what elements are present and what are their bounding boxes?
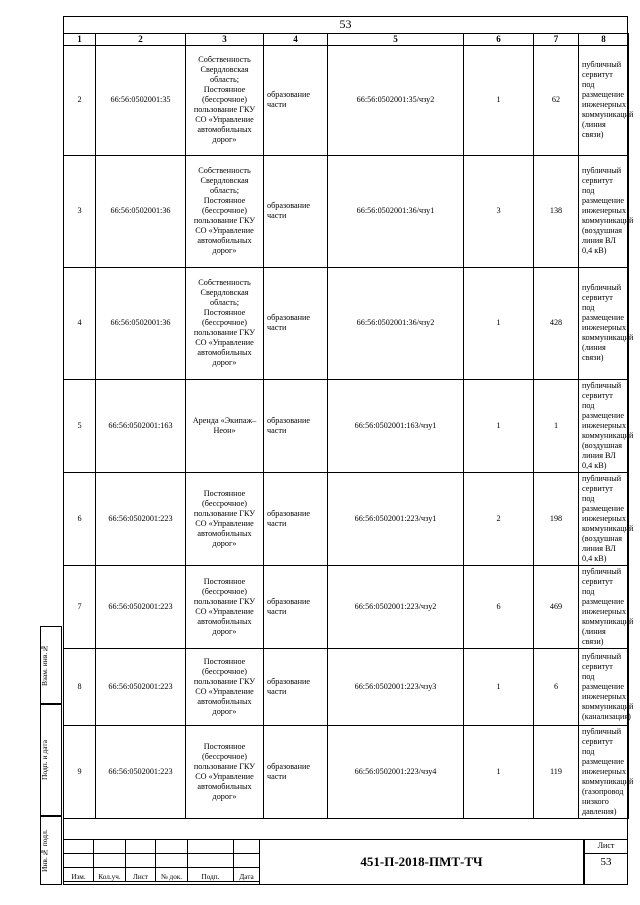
rights-holder: Постоянное (бессрочное) пользование ГКУ СО «Управление автомобильных дорог» xyxy=(186,565,264,648)
cadastral-number: 66:56:0502001:223 xyxy=(96,648,186,725)
purpose: публичный сервитут под размещение инженерных коммуникаций (линия связи) xyxy=(579,45,629,155)
action: образование части xyxy=(264,725,328,818)
cadastral-number: 66:56:0502001:163 xyxy=(96,379,186,472)
action: образование части xyxy=(264,472,328,565)
count: 1 xyxy=(464,648,534,725)
tb-col-label: Изм. xyxy=(64,868,94,882)
cadastral-number: 66:56:0502001:36 xyxy=(96,267,186,379)
area: 428 xyxy=(534,267,579,379)
count: 3 xyxy=(464,155,534,267)
header-cell: 4 xyxy=(264,34,328,46)
rights-holder: Постоянное (бессрочное) пользование ГКУ СО «Управление автомобильных дорог» xyxy=(186,725,264,818)
rights-holder: Аренда «Экипаж–Неон» xyxy=(186,379,264,472)
table-row xyxy=(64,45,629,155)
sheet-label: Лист xyxy=(585,841,627,854)
side-stamp-vzam-label: Взам. инв.№ xyxy=(40,643,49,687)
table-header-row xyxy=(64,34,629,46)
row-number: 2 xyxy=(64,45,96,155)
row-number: 9 xyxy=(64,725,96,818)
rights-holder: Постоянное (бессрочное) пользование ГКУ СО «Управление автомобильных дорог» xyxy=(186,648,264,725)
table-row xyxy=(64,267,629,379)
count: 2 xyxy=(464,472,534,565)
header-cell: 6 xyxy=(464,34,534,46)
tb-col-label: № док. xyxy=(156,868,188,882)
row-number: 6 xyxy=(64,472,96,565)
action: образование части xyxy=(264,155,328,267)
table-row xyxy=(64,725,629,818)
count: 1 xyxy=(464,267,534,379)
tb-col-label: Кол.уч. xyxy=(94,868,126,882)
header-cell: 2 xyxy=(96,34,186,46)
table-row xyxy=(64,155,629,267)
part-number: 66:56:0502001:223/чзу2 xyxy=(328,565,464,648)
purpose: публичный сервитут под размещение инженерных коммуникаций (газопровод низкого давления) xyxy=(579,725,629,818)
action: образование части xyxy=(264,379,328,472)
tb-col-label: Подп. xyxy=(188,868,234,882)
area: 469 xyxy=(534,565,579,648)
cadastral-number: 66:56:0502001:35 xyxy=(96,45,186,155)
part-number: 66:56:0502001:36/чзу1 xyxy=(328,155,464,267)
side-stamp-podp-label: Подп. и дата xyxy=(40,739,49,781)
header-cell: 7 xyxy=(534,34,579,46)
count: 1 xyxy=(464,45,534,155)
purpose: публичный сервитут под размещение инженерных коммуникаций (воздушная линия ВЛ 0,4 кВ) xyxy=(579,155,629,267)
area: 62 xyxy=(534,45,579,155)
action: образование части xyxy=(264,565,328,648)
table-row xyxy=(64,379,629,472)
part-number: 66:56:0502001:223/чзу3 xyxy=(328,648,464,725)
rights-holder: Собственность Свердловская область; Постоянное (бессрочное) пользование ГКУ СО «Управление автомобильных дорог» xyxy=(186,45,264,155)
area: 119 xyxy=(534,725,579,818)
cadastral-number: 66:56:0502001:223 xyxy=(96,725,186,818)
header-cell: 1 xyxy=(64,34,96,46)
purpose: публичный сервитут под размещение инженерных коммуникаций (линия связи) xyxy=(579,267,629,379)
area: 138 xyxy=(534,155,579,267)
page-number-top: 53 xyxy=(339,17,352,31)
rights-holder: Собственность Свердловская область; Постоянное (бессрочное) пользование ГКУ СО «Управление автомобильных дорог» xyxy=(186,155,264,267)
title-block-header-row xyxy=(64,868,260,882)
sheet-box xyxy=(584,839,628,885)
title-block-grid xyxy=(63,839,260,882)
purpose: публичный сервитут под размещение инженерных коммуникаций (воздушная линия ВЛ 0,4 кВ) xyxy=(579,379,629,472)
purpose: публичный сервитут под размещение инженерных коммуникаций (линия связи) xyxy=(579,565,629,648)
purpose: публичный сервитут под размещение инженерных коммуникаций (канализация) xyxy=(579,648,629,725)
title-block xyxy=(63,839,628,885)
row-number: 7 xyxy=(64,565,96,648)
tb-col-label: Лист xyxy=(126,868,156,882)
cadastral-number: 66:56:0502001:223 xyxy=(96,472,186,565)
header-cell: 8 xyxy=(579,34,629,46)
parcel-table xyxy=(63,33,634,819)
part-number: 66:56:0502001:35/чзу2 xyxy=(328,45,464,155)
tb-col-label: Дата xyxy=(234,868,260,882)
row-number: 8 xyxy=(64,648,96,725)
part-number: 66:56:0502001:223/чзу1 xyxy=(328,472,464,565)
part-number: 66:56:0502001:163/чзу1 xyxy=(328,379,464,472)
count: 6 xyxy=(464,565,534,648)
document-code: 451-П-2018-ПМТ-ТЧ xyxy=(259,839,584,885)
cadastral-number: 66:56:0502001:36 xyxy=(96,155,186,267)
count: 1 xyxy=(464,379,534,472)
table-row xyxy=(64,472,629,565)
table-row xyxy=(64,565,629,648)
row-number: 4 xyxy=(64,267,96,379)
header-cell: 5 xyxy=(328,34,464,46)
action: образование части xyxy=(264,648,328,725)
table-row xyxy=(64,648,629,725)
action: образование части xyxy=(264,267,328,379)
action: образование части xyxy=(264,45,328,155)
row-number: 3 xyxy=(64,155,96,267)
area: 198 xyxy=(534,472,579,565)
header-cell: 3 xyxy=(186,34,264,46)
part-number: 66:56:0502001:36/чзу2 xyxy=(328,267,464,379)
side-stamp-inv-label: Инв.№ подл. xyxy=(40,829,49,872)
count: 1 xyxy=(464,725,534,818)
area: 6 xyxy=(534,648,579,725)
rights-holder: Постоянное (бессрочное) пользование ГКУ СО «Управление автомобильных дорог» xyxy=(186,472,264,565)
purpose: публичный сервитут под размещение инженерных коммуникаций (воздушная линия ВЛ 0,4 кВ) xyxy=(579,472,629,565)
part-number: 66:56:0502001:223/чзу4 xyxy=(328,725,464,818)
row-number: 5 xyxy=(64,379,96,472)
area: 1 xyxy=(534,379,579,472)
rights-holder: Собственность Свердловская область; Постоянное (бессрочное) пользование ГКУ СО «Управление автомобильных дорог» xyxy=(186,267,264,379)
cadastral-number: 66:56:0502001:223 xyxy=(96,565,186,648)
sheet-number: 53 xyxy=(600,856,612,868)
